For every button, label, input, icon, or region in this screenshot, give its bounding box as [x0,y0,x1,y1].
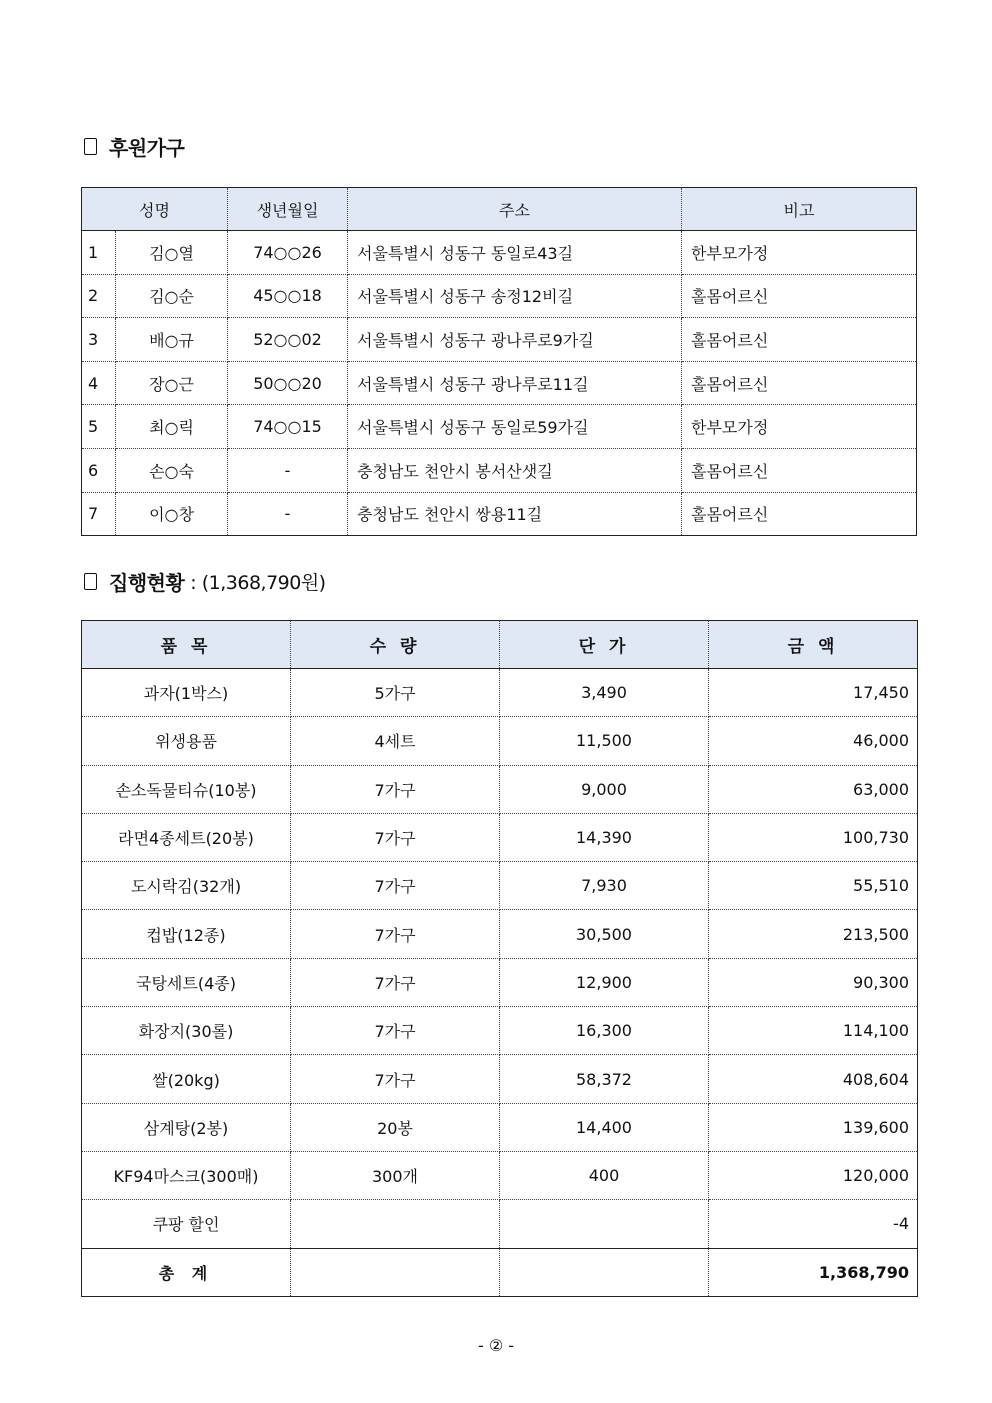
item-cell: 과자(1박스) [82,669,291,717]
table-row [82,361,917,405]
price-cell: 14,400 [500,1103,709,1151]
name-cell: 김○열 [116,231,228,275]
item-cell: 국탕세트(4종) [82,958,291,1006]
row-number: 4 [82,361,116,405]
qty-cell: 20봉 [291,1103,500,1151]
section-title: 집행현황 [109,571,185,595]
amount-cell: 408,604 [709,1055,918,1103]
households-table [81,187,917,536]
item-cell: 쿠팡 할인 [82,1200,291,1248]
item-cell: 손소독물티슈(10봉) [82,765,291,813]
birth-cell: 74○○26 [228,231,348,275]
price-cell: 30,500 [500,910,709,958]
table-row [82,405,917,449]
item-cell: 위생용품 [82,717,291,765]
table-row [82,231,917,275]
amount-cell: 17,450 [709,669,918,717]
address-cell: 서울특별시 성동구 동일로59가길 [348,405,682,449]
qty-cell: 7가구 [291,1055,500,1103]
table-row [82,1055,918,1103]
note-cell: 홀몸어르신 [682,492,917,536]
header-qty: 수 량 [291,621,500,669]
address-cell: 서울특별시 성동구 동일로43길 [348,231,682,275]
row-number: 1 [82,231,116,275]
name-cell: 배○규 [116,318,228,362]
table-row [82,862,918,910]
header-name: 성명 [82,188,228,231]
amount-cell: 46,000 [709,717,918,765]
qty-cell: 7가구 [291,1007,500,1055]
amount-cell: 100,730 [709,813,918,861]
address-cell: 서울특별시 성동구 광나루로9가길 [348,318,682,362]
header-price: 단 가 [500,621,709,669]
note-cell: 홀몸어르신 [682,274,917,318]
note-cell: 홀몸어르신 [682,361,917,405]
amount-cell: 63,000 [709,765,918,813]
row-number: 3 [82,318,116,362]
header-birth: 생년월일 [228,188,348,231]
address-cell: 충청남도 천안시 봉서산샛길 [348,448,682,492]
row-number: 2 [82,274,116,318]
row-number: 7 [82,492,116,536]
amount-cell: 139,600 [709,1103,918,1151]
note-cell: 홀몸어르신 [682,448,917,492]
table-row [82,492,917,536]
table-row [82,1103,918,1151]
row-number: 5 [82,405,116,449]
price-cell: 7,930 [500,862,709,910]
item-cell: 쌀(20kg) [82,1055,291,1103]
price-cell: 3,490 [500,669,709,717]
header-address: 주소 [348,188,682,231]
qty-cell: 5가구 [291,669,500,717]
name-cell: 손○숙 [116,448,228,492]
header-item: 품 목 [82,621,291,669]
birth-cell: 50○○20 [228,361,348,405]
price-cell: 9,000 [500,765,709,813]
total-row [82,1248,918,1296]
row-number: 6 [82,448,116,492]
item-cell: 라면4종세트(20봉) [82,813,291,861]
item-cell: 삼계탕(2봉) [82,1103,291,1151]
total-qty [291,1248,500,1296]
birth-cell: 74○○15 [228,405,348,449]
qty-cell: 7가구 [291,958,500,1006]
page-number: - ② - [477,1336,515,1355]
qty-cell: 7가구 [291,910,500,958]
note-cell: 한부모가정 [682,405,917,449]
qty-cell: 300개 [291,1151,500,1199]
item-cell: KF94마스크(300매) [82,1151,291,1199]
price-cell: 14,390 [500,813,709,861]
qty-cell: 4세트 [291,717,500,765]
amount-cell: 114,100 [709,1007,918,1055]
amount-cell: 120,000 [709,1151,918,1199]
item-cell: 화장지(30롤) [82,1007,291,1055]
spending-table [81,620,918,1297]
qty-cell: 7가구 [291,765,500,813]
birth-cell: 45○○18 [228,274,348,318]
table-header-row [82,621,918,669]
price-cell: 12,900 [500,958,709,1006]
price-cell: 11,500 [500,717,709,765]
total-price [500,1248,709,1296]
item-cell: 컵밥(12종) [82,910,291,958]
price-cell: 400 [500,1151,709,1199]
checkbox-square-icon [84,573,97,590]
table-row [82,669,918,717]
checkbox-square-icon [84,138,97,155]
qty-cell: 7가구 [291,813,500,861]
address-cell: 서울특별시 성동구 광나루로11길 [348,361,682,405]
section-subtitle: : (1,368,790원) [190,572,326,594]
amount-cell: -4 [709,1200,918,1248]
price-cell [500,1200,709,1248]
table-row [82,448,917,492]
name-cell: 장○근 [116,361,228,405]
name-cell: 최○릭 [116,405,228,449]
item-cell: 도시락김(32개) [82,862,291,910]
table-row [82,274,917,318]
address-cell: 충청남도 천안시 쌍용11길 [348,492,682,536]
amount-cell: 213,500 [709,910,918,958]
qty-cell: 7가구 [291,862,500,910]
table-row [82,1151,918,1199]
table-header-row [82,188,917,231]
table-row [82,1200,918,1248]
address-cell: 서울특별시 성동구 송정12비길 [348,274,682,318]
table-row [82,1007,918,1055]
table-row [82,765,918,813]
birth-cell: 52○○02 [228,318,348,362]
header-note: 비고 [682,188,917,231]
note-cell: 홀몸어르신 [682,318,917,362]
birth-cell: - [228,492,348,536]
birth-cell: - [228,448,348,492]
table-row [82,958,918,1006]
price-cell: 16,300 [500,1007,709,1055]
name-cell: 김○순 [116,274,228,318]
price-cell: 58,372 [500,1055,709,1103]
table-row [82,717,918,765]
section-title: 후원가구 [109,136,185,160]
section-heading-spending [84,567,326,596]
table-row [82,318,917,362]
amount-cell: 55,510 [709,862,918,910]
note-cell: 한부모가정 [682,231,917,275]
qty-cell [291,1200,500,1248]
header-amount: 금 액 [709,621,918,669]
total-amount: 1,368,790 [709,1248,918,1296]
table-row [82,813,918,861]
section-heading-households [84,132,184,161]
amount-cell: 90,300 [709,958,918,1006]
total-label: 총 계 [82,1248,291,1296]
name-cell: 이○창 [116,492,228,536]
table-row [82,910,918,958]
